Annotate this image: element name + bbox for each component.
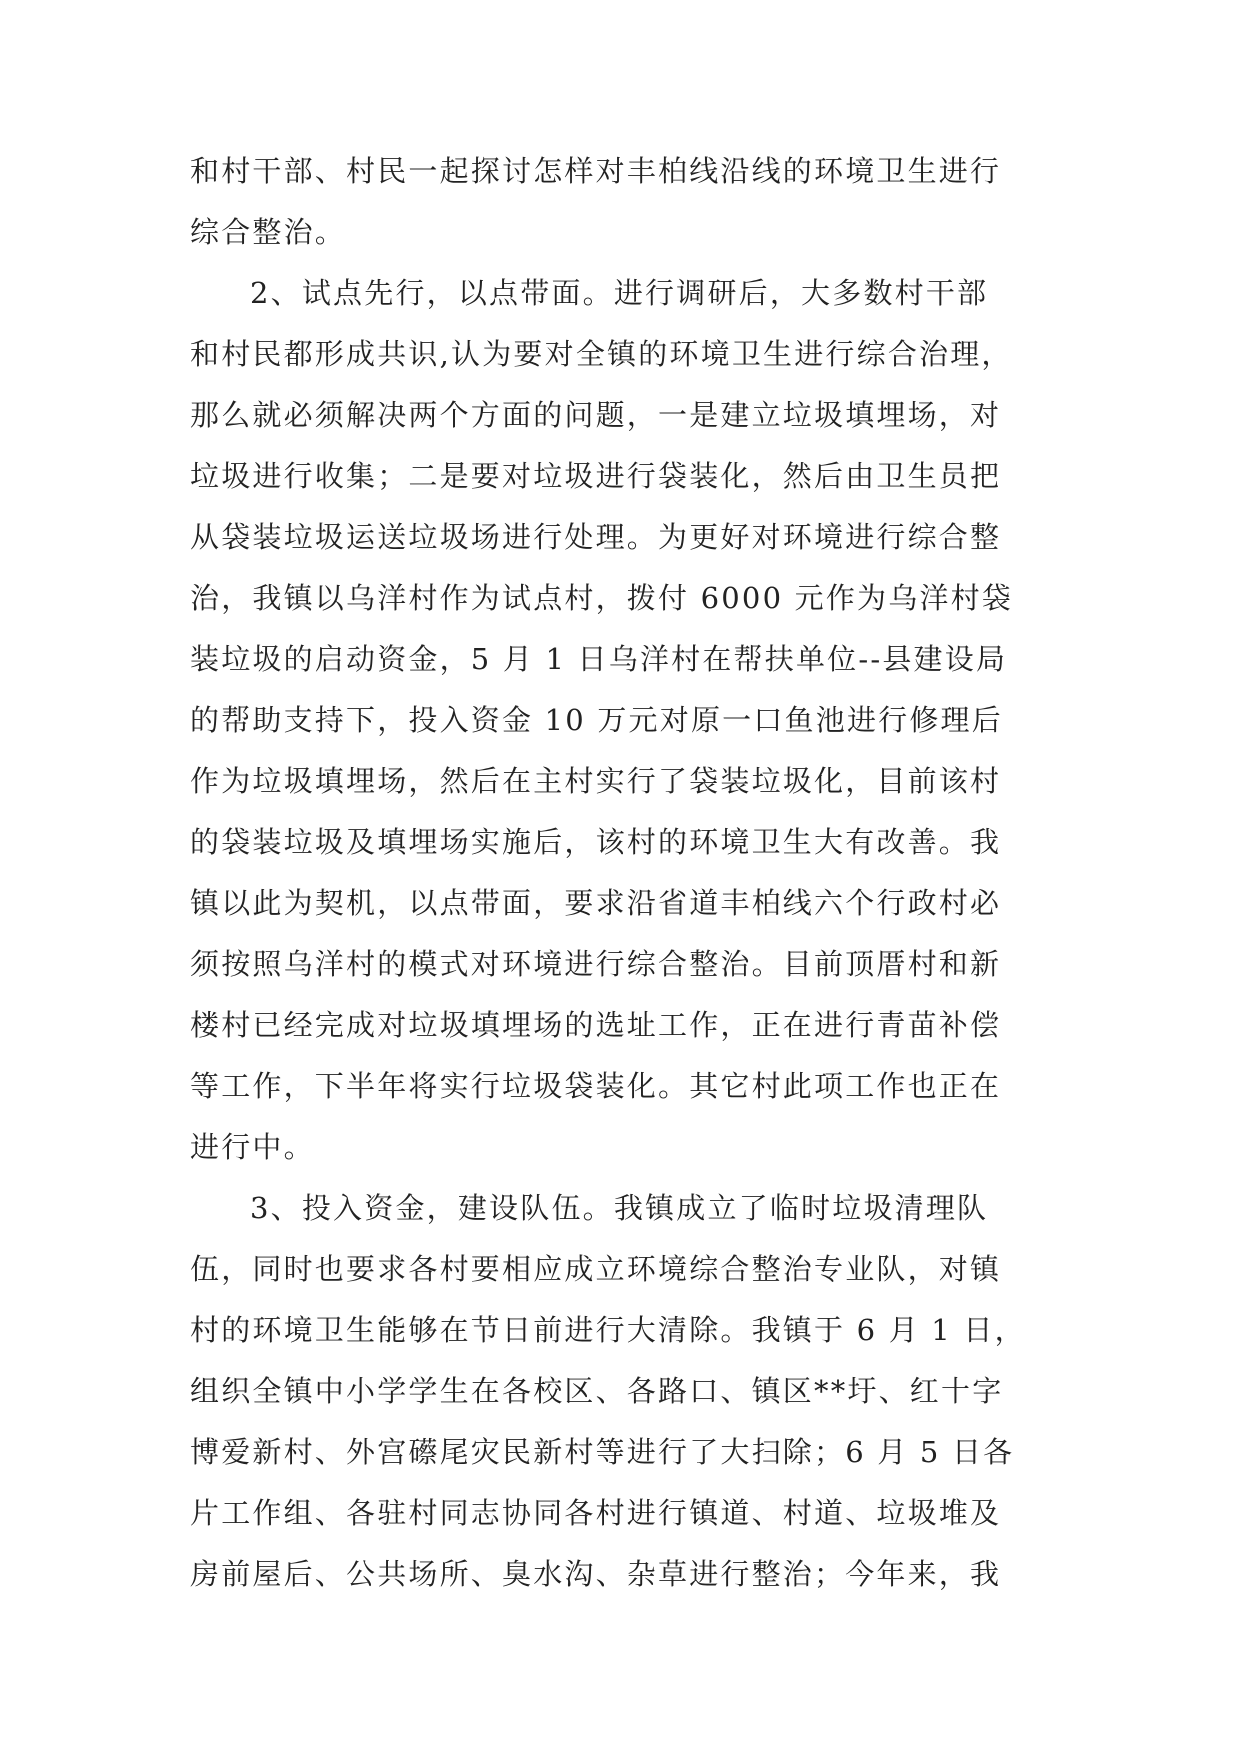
body-text [190, 141, 1050, 1605]
paragraph-start-line: 3、投入资金，建设队伍。我镇成立了临时垃圾清理队 [250, 1191, 989, 1225]
text-line: 进行中。 [190, 1130, 315, 1164]
text-line: 村的环境卫生能够在节日前进行大清除。我镇于 6 月 1 日， [190, 1313, 1026, 1347]
text-line: 须按照乌洋村的模式对环境进行综合整治。目前顶厝村和新 [190, 947, 1002, 981]
text-line: 博爱新村、外宫礤尾灾民新村等进行了大扫除；6 月 5 日各 [190, 1435, 1015, 1469]
text-line: 作为垃圾填埋场，然后在主村实行了袋装垃圾化，目前该村 [190, 764, 1002, 798]
text-line: 楼村已经完成对垃圾填埋场的选址工作，正在进行青苗补偿 [190, 1008, 1002, 1042]
text-line: 综合整治。 [190, 215, 347, 249]
text-line: 和村民都形成共识,认为要对全镇的环境卫生进行综合治理， [190, 337, 1013, 371]
paragraph-start-line: 2、试点先行，以点带面。进行调研后，大多数村干部 [250, 276, 989, 310]
text-line: 的袋装垃圾及填埋场实施后，该村的环境卫生大有改善。我 [190, 825, 1002, 859]
text-line: 装垃圾的启动资金，5 月 1 日乌洋村在帮扶单位--县建设局 [190, 642, 1008, 676]
text-line: 组织全镇中小学学生在各校区、各路口、镇区**圩、红十字 [190, 1374, 1004, 1408]
text-line: 的帮助支持下，投入资金 10 万元对原一口鱼池进行修理后 [190, 703, 1003, 737]
text-line: 片工作组、各驻村同志协同各村进行镇道、村道、垃圾堆及 [190, 1496, 1002, 1530]
text-line: 镇以此为契机，以点带面，要求沿省道丰柏线六个行政村必 [190, 886, 1002, 920]
text-line: 那么就必须解决两个方面的问题，一是建立垃圾填埋场，对 [190, 398, 1002, 432]
text-line: 伍，同时也要求各村要相应成立环境综合整治专业队，对镇 [190, 1252, 1002, 1286]
text-line: 房前屋后、公共场所、臭水沟、杂草进行整治；今年来，我 [190, 1557, 1002, 1591]
text-line: 等工作，下半年将实行垃圾袋装化。其它村此项工作也正在 [190, 1069, 1002, 1103]
text-line: 和村干部、村民一起探讨怎样对丰柏线沿线的环境卫生进行 [190, 154, 1002, 188]
text-line: 治，我镇以乌洋村作为试点村，拨付 6000 元作为乌洋村袋 [190, 581, 1014, 615]
text-line: 垃圾进行收集；二是要对垃圾进行袋装化，然后由卫生员把 [190, 459, 1002, 493]
text-line: 从袋装垃圾运送垃圾场进行处理。为更好对环境进行综合整 [190, 520, 1002, 554]
